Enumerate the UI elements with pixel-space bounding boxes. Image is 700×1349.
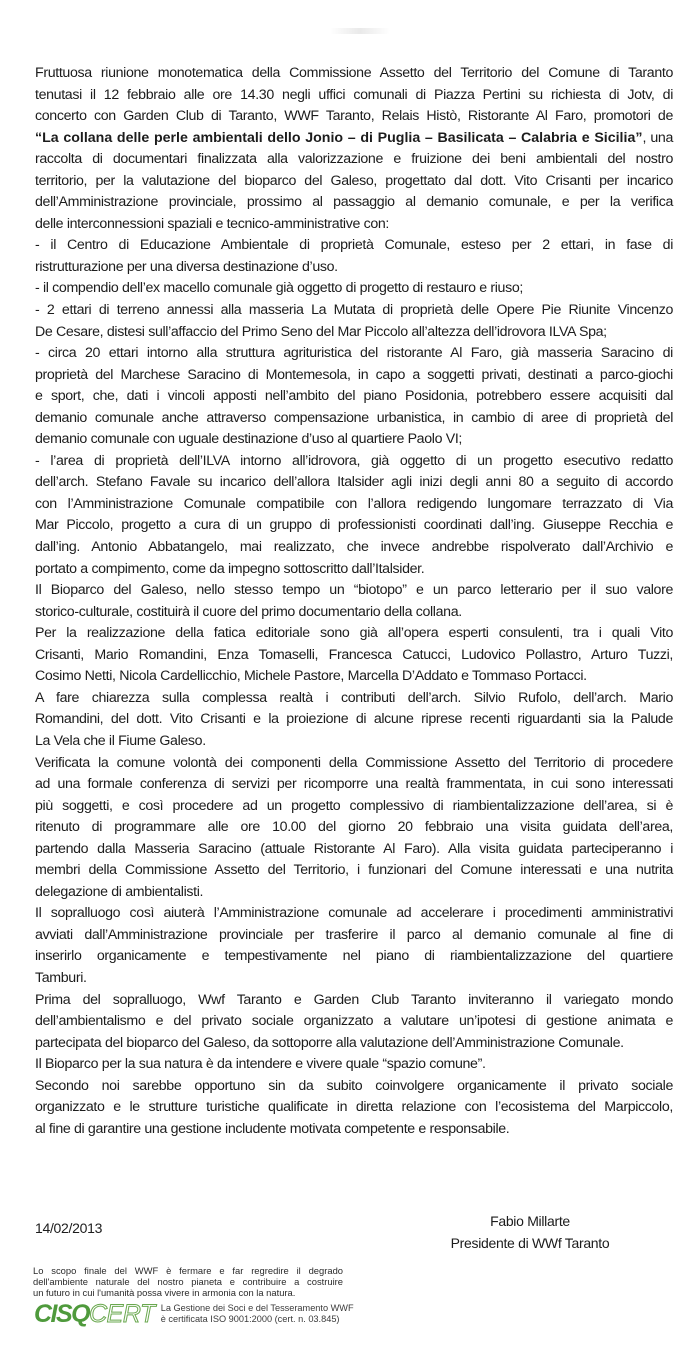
series-title: “La collana delle perle ambientali dello Jonio – di Puglia – Basilicata – Calabria e Sicilia” (35, 129, 643, 146)
cert-logo-text: CERT (89, 1300, 155, 1328)
text-line: partendo dalla Masseria Saracino (attuale Ristorante Al Faro). Alla visita guidata parteciperanno i (35, 840, 673, 857)
text-line: proprietà del Marchese Saracino di Montemesola, in capo a soggetti privati, destinati a parco-giochi (35, 366, 673, 383)
text-line: avviati dall’Amministrazione provinciale per trasferire il parco al demanio comunale al fine di (35, 926, 673, 943)
paragraph (35, 451, 673, 580)
document-date: 14/02/2013 (35, 1220, 103, 1236)
cisq-logo-text: CISQ (34, 1300, 90, 1328)
text-line: Fruttuosa riunione monotematica della Commissione Assetto del Territorio del Comune di Taranto (35, 65, 673, 81)
text-line: demanio comunale anche attraverso compensazione urbanistica, in cambio di aree di proprietà del (35, 409, 673, 426)
text-line: De Cesare, distesi sull’affaccio del Primo Seno del Mar Piccolo all’altezza dell’idrovora ILVA Spa; (35, 323, 607, 340)
text-line: Tamburi. (35, 969, 87, 986)
text-line: delegazione di ambientalisti. (35, 883, 204, 900)
signatory-role: Presidente di WWf Taranto (450, 1235, 610, 1251)
faint-header-mark (330, 28, 390, 34)
wwf-mission-statement (33, 1266, 343, 1298)
text-line: ritenuto di programmare alle ore 10.00 del giorno 20 febbraio una visita guidata dell’area, (35, 819, 673, 836)
text-line: ristrutturazione per una diversa destinazione d’uso. (35, 258, 338, 275)
paragraph (35, 990, 673, 1055)
paragraph (35, 63, 673, 235)
text-line: dell’arch. Stefano Favale su incarico dell’allora Italsider agli inizi degli anni 80 a seguito di accordo (35, 474, 673, 491)
text-line: Il Bioparco del Galeso, nello stesso tempo un “biotopo” e un parco letterario per il suo valore (35, 582, 673, 599)
paragraph (35, 300, 673, 343)
text-line: al fine di garantire una gestione includente motivata competente e responsabile. (35, 1120, 510, 1137)
text-line: partecipata del bioparco del Galeso, da sottoporre alla valutazione dell’Amministrazione Comunale. (35, 1034, 624, 1051)
text-line: - l’area di proprietà dell’ILVA intorno all’idrovora, già oggetto di un progetto esecutivo redatto (35, 452, 673, 469)
text-line: Mar Piccolo, progetto a cura di un gruppo di professionisti coordinati dall’ing. Giuseppe Recchia e (35, 517, 673, 534)
text-line: - il compendio dell’ex macello comunale già oggetto di progetto di restauro e riuso; (35, 280, 523, 297)
text-line: - il Centro di Educazione Ambientale di proprietà Comunale, esteso per 2 ettari, in fase di (35, 237, 673, 254)
text-line: La Vela che il Fiume Galeso. (35, 732, 206, 749)
cert-line: è certificata ISO 9001:2000 (cert. n. 03.845) (160, 1314, 340, 1324)
text-line: Crisanti, Mario Romandini, Enza Tomaselli, Francesca Catucci, Ludovico Pollastro, Arturo Tuzzi, (35, 646, 673, 663)
paragraph (35, 1054, 673, 1076)
mission-line: dell'ambiente naturale del nostro pianeta e contribuire a costruire (33, 1275, 343, 1287)
text-line: e sport, che, dati i vincoli apposti nell’ambito del piano Posidonia, potrebbero essere acquisiti dal (35, 388, 673, 405)
text-line: dell’ambientalismo e del privato sociale organizzato a valutare un’ipotesi di gestione animata e (35, 1013, 673, 1030)
text-line: - circa 20 ettari intorno alla struttura agrituristica del ristorante Al Faro, già masseria Saracino di (35, 345, 673, 362)
text-line: Verificata la comune volontà dei componenti della Commissione Assetto del Territorio di procedere (35, 754, 673, 771)
series-title-suffix: , una (642, 129, 673, 146)
text-line: Prima del sopralluogo, Wwf Taranto e Garden Club Taranto inviteranno il variegato mondo (35, 991, 673, 1008)
paragraph (35, 1076, 673, 1141)
text-line: dall’ing. Antonio Abbatangelo, mai realizzato, che invece andrebbe rispolverato dall’Archivio e (35, 539, 673, 556)
signatory-name: Fabio Millarte (490, 1213, 570, 1229)
text-line: raccolta di documentari finalizzata alla valorizzazione e fruizione dei beni ambientali del nostro (35, 151, 673, 168)
paragraph (35, 623, 673, 688)
paragraph (35, 235, 673, 278)
text-line: Secondo noi sarebbe opportuno sin da subito coinvolgere organicamente il privato sociale (35, 1077, 673, 1094)
text-line: Il sopralluogo così aiuterà l’Amministrazione comunale ad accelerare i procedimenti amministrativi (35, 905, 673, 922)
text-line: demanio comunale con uguale destinazione d’uso al quartiere Paolo VI; (35, 431, 462, 448)
text-line: organizzato e le strutture turistiche qualificate in diretta relazione con l’ecosistema del Marpiccolo, (35, 1099, 673, 1116)
paragraph (35, 688, 673, 753)
paragraph (35, 903, 673, 989)
text-line: - 2 ettari di terreno annessi alla masseria La Mutata di proprietà delle Opere Pie Riunite Vincenzo (35, 302, 673, 319)
text-line: ad una formale conferenza di servizi per ricomporre una realtà frammentata, in cui sono interessati (35, 776, 673, 793)
text-line: Cosimo Netti, Nicola Cardellicchio, Michele Pastore, Marcella D’Addato e Tommaso Portacci. (35, 668, 587, 685)
text-line: Per la realizzazione della fatica editoriale sono già all’opera esperti consulenti, tra i quali Vito (35, 625, 673, 642)
text-line: tenutasi il 12 febbraio alle ore 14.30 negli uffici comunali di Piazza Pertini su richiesta di Jotv, di (35, 86, 673, 103)
text-line: storico-culturale, costituirà il cuore del primo documentario della collana. (35, 603, 462, 620)
paragraph (35, 343, 673, 451)
press-release-body (35, 63, 673, 1140)
text-line: territorio, per la valutazione del bioparco del Galeso, progettato dal dott. Vito Crisanti per incarico (35, 172, 673, 189)
mission-line: un futuro in cui l'umanità possa vivere in armonia con la natura. (33, 1286, 296, 1298)
paragraph (35, 278, 673, 300)
text-line: Il Bioparco per la sua natura è da intendere e vivere quale “spazio comune”. (35, 1056, 486, 1073)
certification-text (161, 1303, 354, 1325)
cisqcert-logo (34, 1300, 155, 1328)
text-line: concerto con Garden Club di Taranto, WWF Taranto, Relais Histò, Ristorante Al Faro, promotori de (35, 108, 673, 125)
text-line (35, 128, 673, 150)
text-line: portato a compimento, come da impegno sottoscritto dall’Italsider. (35, 560, 425, 577)
signature-block (430, 1210, 630, 1254)
text-line: membri della Commissione Assetto del Territorio, i funzionari del Comune interessati e una nutrita (35, 862, 673, 879)
text-line: con l’Amministrazione Comunale compatibile con l’allora redigendo lungomare terrazzato di Via (35, 495, 673, 512)
text-line: Romandini, del dott. Vito Crisanti e la proiezione di alcune riprese recenti riguardanti sia la Palude (35, 711, 673, 728)
text-line: dell’Amministrazione provinciale, prossimo al passaggio al demanio comunale, e per la verifica (35, 194, 673, 211)
text-line: A fare chiarezza sulla complessa realtà i contributi dell’arch. Silvio Rufolo, dell’arch. Mario (35, 689, 673, 706)
cert-line: La Gestione dei Soci e del Tesseramento WWF (160, 1303, 354, 1313)
mission-line: Lo scopo finale del WWF è fermare e far regredire il degrado (33, 1265, 343, 1276)
text-line: più soggetti, e così procedere ad un progetto complessivo di riambientalizzazione dell’area, si è (35, 797, 673, 814)
paragraph (35, 580, 673, 623)
text-line: delle interconnessioni spaziali e tecnico-amministrative con: (35, 215, 390, 232)
text-line: inserirlo organicamente e tempestivamente nel piano di riambientalizzazione del quartiere (35, 948, 673, 965)
certification-block (34, 1300, 354, 1328)
paragraph (35, 753, 673, 904)
